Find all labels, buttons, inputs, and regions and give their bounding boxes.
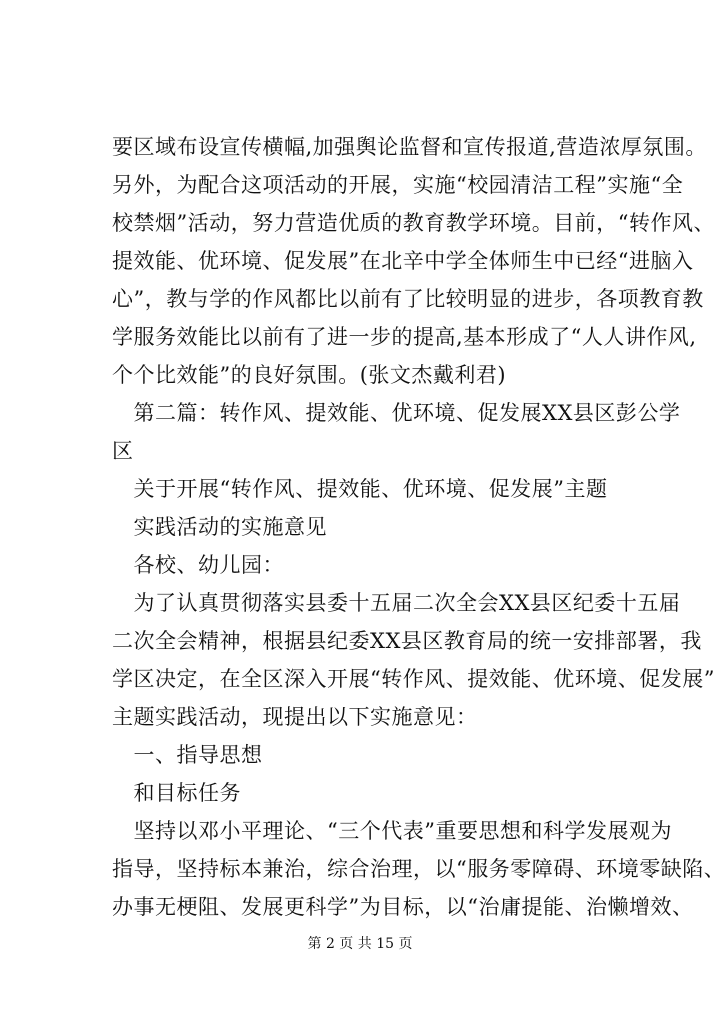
body-text-line: 坚持以邓小平理论、“三个代表”重要思想和科学发展观为 — [112, 819, 672, 843]
body-text-line: 主题实践活动，现提出以下实施意见： — [112, 705, 478, 729]
page-number-footer: 第 2 页 共 15 页 — [307, 936, 413, 952]
body-text-line: 为了认真贯彻落实县委十五届二次全会XX县区纪委十五届 — [112, 591, 681, 615]
salutation-line: 各校、幼儿园： — [112, 553, 284, 577]
body-text-line: 指导，坚持标本兼治，综合治理，以“服务零障碍、环境零缺陷、 — [112, 857, 725, 881]
body-text-line: 办事无梗阻、发展更科学”为目标，以“治庸提能、治懒增效、 — [112, 895, 694, 919]
body-text-line: 要区域布设宣传横幅,加强舆论监督和宣传报道,营造浓厚氛围。 — [112, 135, 707, 159]
body-text-line: 校禁烟”活动，努力营造优质的教育教学环境。目前，“转作风、 — [112, 211, 715, 235]
body-text-line: 学服务效能比以前有了进一步的提高,基本形成了“人人讲作风, — [112, 325, 697, 349]
body-text-line: 个个比效能”的良好氛围。(张文杰戴利君) — [112, 363, 507, 387]
body-text-line: 二次全会精神，根据县纪委XX县区教育局的统一安排部署，我 — [112, 629, 702, 653]
document-title-line: 关于开展“转作风、提效能、优环境、促发展”主题 — [112, 477, 608, 501]
body-text-line: 提效能、优环境、促发展”在北辛中学全体师生中已经“进脑入 — [112, 249, 694, 273]
section-heading-line: 区 — [112, 439, 134, 463]
body-text-line: 心”，教与学的作风都比以前有了比较明显的进步，各项教育教 — [112, 287, 704, 311]
section-heading-line: 第二篇：转作风、提效能、优环境、促发展XX县区彭公学 — [112, 401, 681, 425]
body-text-line: 另外，为配合这项活动的开展，实施“校园清洁工程”实施“全 — [112, 173, 684, 197]
body-text-line: 学区决定，在全区深入开展“转作风、提效能、优环境、促发展” — [112, 667, 715, 691]
subheading-line: 和目标任务 — [112, 781, 241, 805]
document-title-line: 实践活动的实施意见 — [112, 515, 327, 539]
subheading-line: 一、指导思想 — [112, 743, 263, 767]
